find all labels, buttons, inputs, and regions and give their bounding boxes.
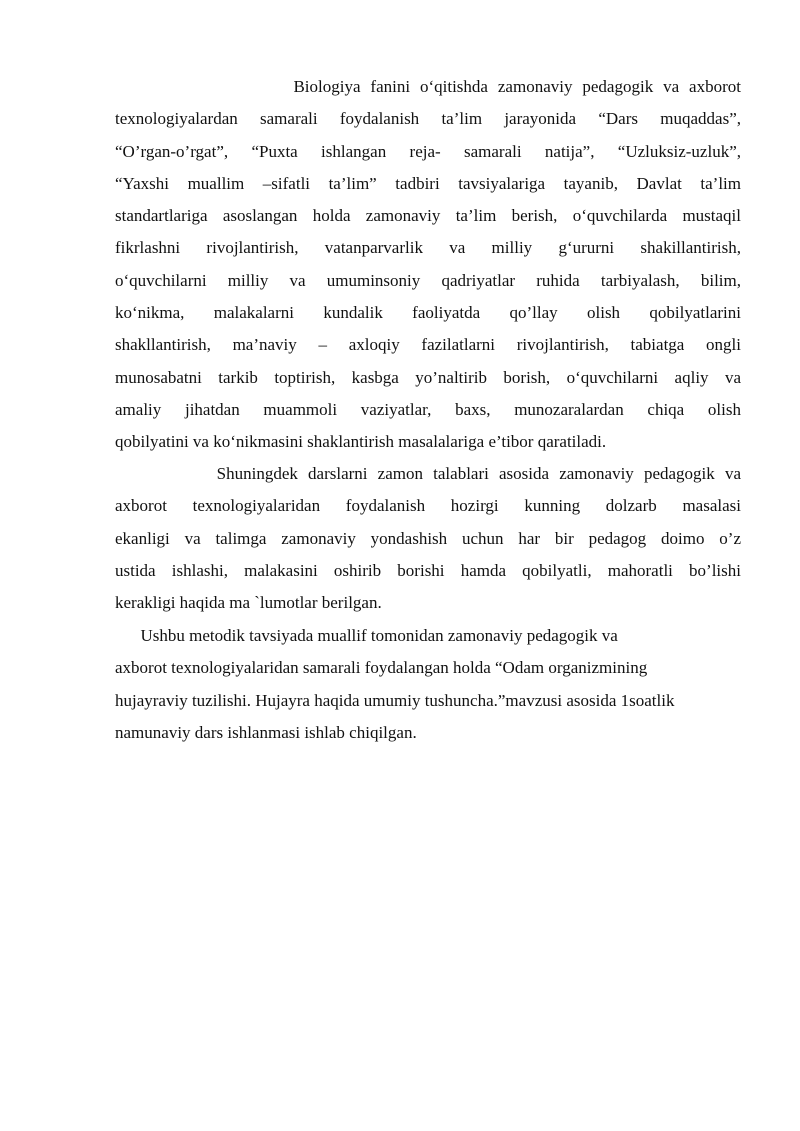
paragraph-intro xyxy=(115,71,741,459)
text-line: standartlariga asoslangan holda zamonaviy ta’lim berish, o‘quvchilarda mustaqil xyxy=(115,206,741,226)
text-line: axborot texnologiyalaridan foydalanish hozirgi kunning dolzarb masalasi xyxy=(115,496,741,516)
text-line: amaliy jihatdan muammoli vaziyatlar, baxs, munozaralardan chiqa olish xyxy=(115,399,741,419)
text-line: namunaviy dars ishlanmasi ishlab chiqilgan. xyxy=(115,722,417,742)
text-line: texnologiyalardan samarali foydalanish ta’lim jarayonida “Dars muqaddas”, xyxy=(115,109,741,129)
text-line: munosabatni tarkib toptirish, kasbga yo’naltirib borish, o‘quvchilarni aqliy va xyxy=(115,367,741,387)
text-line: Ushbu metodik tavsiyada muallif tomonidan zamonaviy pedagogik va xyxy=(115,626,618,645)
text-line: hujayraviy tuzilishi. Hujayra haqida umumiy tushuncha.”mavzusi asosida 1soatlik xyxy=(115,690,675,710)
text-line: o‘quvchilarni milliy va umuminsoniy qadriyatlar ruhida tarbiyalash, bilim, xyxy=(115,270,741,290)
paragraph-relevance xyxy=(115,458,741,619)
text-line: fikrlashni rivojlantirish, vatanparvarlik va milliy g‘ururni shakillantirish, xyxy=(115,238,741,258)
text-line: shakllantirish, ma’naviy – axloqiy fazilatlarni rivojlantirish, tabiatga ongli xyxy=(115,335,741,355)
text-line: Biologiya fanini o‘qitishda zamonaviy pedagogik va axborot xyxy=(115,77,741,96)
text-line: “O’rgan-o’rgat”, “Puxta ishlangan reja- samarali natija”, “Uzluksiz-uzluk”, xyxy=(115,141,741,161)
text-line: kerakligi haqida ma `lumotlar berilgan. xyxy=(115,593,382,613)
text-line: Shuningdek darslarni zamon talablari asosida zamonaviy pedagogik va xyxy=(115,464,741,483)
paragraph-summary xyxy=(115,620,741,749)
text-line: qobilyatini va ko‘nikmasini shaklantirish masalalariga e’tibor qaratiladi. xyxy=(115,432,607,452)
text-line: ekanligi va talimga zamonaviy yondashish uchun har bir pedagog doimo o’z xyxy=(115,528,741,548)
text-line: ustida ishlashi, malakasini oshirib borishi hamda qobilyatli, mahoratli bo’lishi xyxy=(115,560,741,580)
text-line: ko‘nikma, malakalarni kundalik faoliyatda qo’llay olish qobilyatlarini xyxy=(115,303,741,323)
text-line: axborot texnologiyalaridan samarali foydalangan holda “Odam organizmining xyxy=(115,658,648,678)
text-line: “Yaxshi muallim –sifatli ta’lim” tadbiri tavsiyalariga tayanib, Davlat ta’lim xyxy=(115,173,741,193)
